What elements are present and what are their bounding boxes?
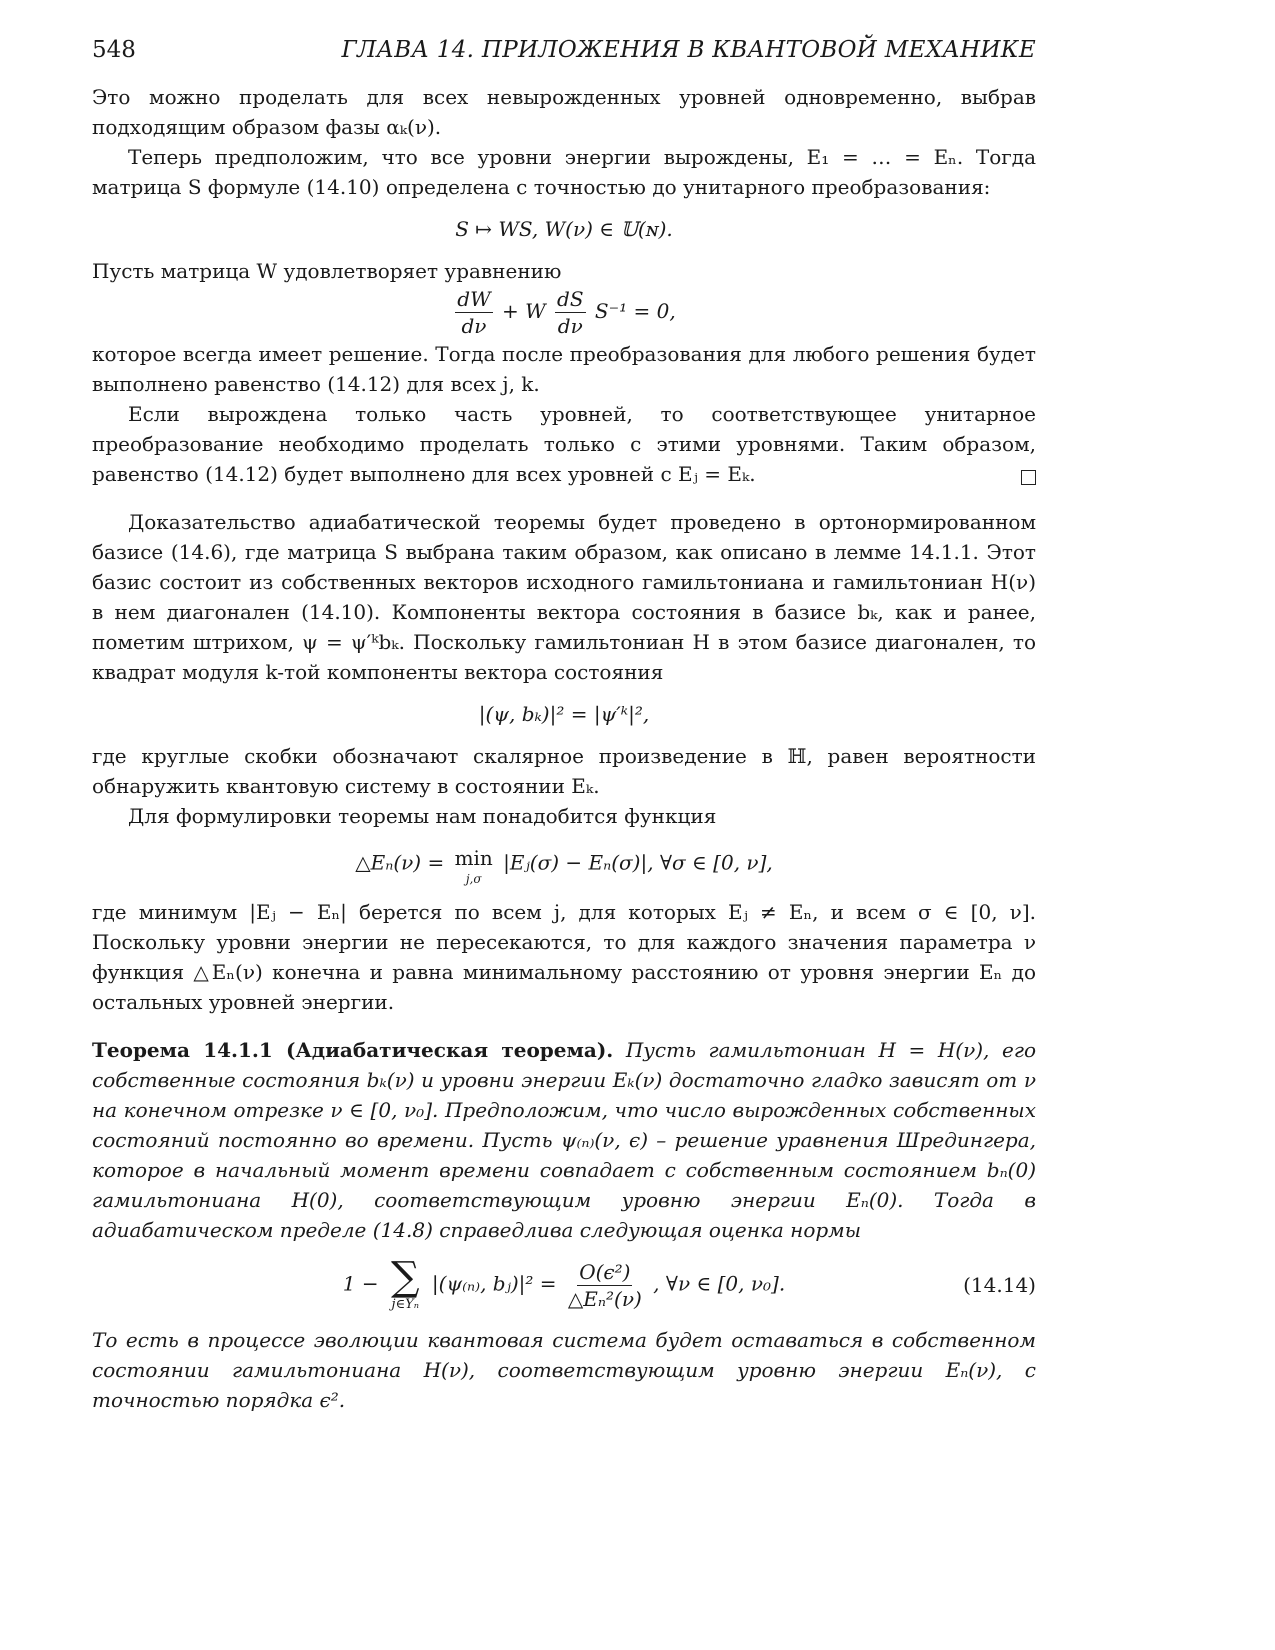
equation-term: |Eⱼ(σ) − Eₙ(σ)|, ∀σ ∈ [0, ν], — [503, 850, 773, 875]
equation-term: + W — [501, 299, 546, 323]
sum-subscript: j∈Υₙ — [391, 1297, 420, 1312]
fraction-ds-dnu — [555, 286, 586, 339]
fraction-dw-dnu — [455, 286, 492, 339]
equation-probability: |(ψ, bₖ)|² = |ψ′ᵏ|², — [478, 702, 650, 726]
paragraph-7: где круглые скобки обозначают скалярное произведение в ℍ, равен вероятности обнаружить квантовую систему в состоянии Eₖ. — [92, 744, 1036, 798]
theorem-14-1-1 — [92, 1035, 1036, 1245]
theorem-statement: Пусть гамильтониан H = H(ν), его собственные состояния bₖ(ν) и уровни энергии Eₖ(ν) достаточно гладко зависят от ν на конечном отрезке ν ∈ [0, ν₀]. Предположим, что число вырожденных собственных состояний постоянно во времени. Пусть ψ₍ₙ₎(ν, ϵ) – решение уравнения Шредингера, которое в начальный момент времени совпадает с собственным состоянием bₙ(0) гамильтониана H(0), соответствующим уровню энергии Eₙ(0). Тогда в адиабатическом пределе (14.8) справедлива следующая оценка нормы — [92, 1038, 1036, 1242]
paragraph-6: Доказательство адиабатической теоремы будет проведено в ортонормированном базисе (14.6), где матрица S выбрана таким образом, как описано в лемме 14.1.1. Этот базис состоит из собственных векторов исходного гамильтониана и гамильтониан H(ν) в нем диагонален (14.10). Компоненты вектора состояния в базисе bₖ, как и ранее, пометим штрихом, ψ = ψ′ᵏbₖ. Поскольку гамильтониан H в этом базисе диагонален, то квадрат модуля k-той компоненты вектора состояния — [92, 510, 1036, 684]
page-number: 548 — [92, 37, 136, 63]
document-page — [92, 30, 1036, 1415]
equation-term: |(ψ₍ₙ₎, bⱼ)|² = — [431, 1271, 557, 1296]
fraction-numerator: dS — [557, 287, 584, 311]
fraction-numerator: dW — [457, 287, 491, 311]
equation-term: , ∀ν ∈ [0, ν₀]. — [653, 1271, 786, 1296]
paragraph-3: Пусть матрица W удовлетворяет уравнению — [92, 259, 562, 283]
fraction-denominator: △Eₙ²(ν) — [567, 1286, 642, 1311]
page-header — [92, 30, 1036, 70]
running-head: ГЛАВА 14. ПРИЛОЖЕНИЯ В КВАНТОВОЙ МЕХАНИКЕ — [341, 37, 1036, 63]
paragraph-2: Теперь предположим, что все уровни энергии вырождены, E₁ = … = Eₙ. Тогда матрица S формуле (14.10) определена с точностью до унитарного преобразования: — [92, 145, 1036, 199]
paragraph-9: где минимум |Eⱼ − Eₙ| берется по всем j, для которых Eⱼ ≠ Eₙ, и всем σ ∈ [0, ν]. Поскольку уровни энергии не пересекаются, то для каждого значения параметра ν функция △Eₙ(ν) конечна и равна минимальному расстоянию от уровня энергии Eₙ до остальных уровней энергии. — [92, 900, 1036, 1014]
qed-square-icon — [1021, 470, 1036, 485]
paragraph-4: которое всегда имеет решение. Тогда после преобразования для любого решения будет выполнено равенство (14.12) для всех j, k. — [92, 342, 1036, 396]
min-label: min — [454, 846, 493, 870]
summation-operator — [391, 1254, 420, 1313]
paragraph-1: Это можно проделать для всех невырожденных уровней одновременно, выбрав подходящим образом фазы αₖ(ν). — [92, 85, 1036, 139]
fraction-denominator: dν — [557, 314, 583, 338]
equation-w — [92, 286, 1036, 339]
fraction-denominator: dν — [461, 314, 487, 338]
paragraph-8: Для формулировки теоремы нам понадобится функция — [128, 804, 717, 828]
equation-term: S⁻¹ = 0, — [594, 299, 676, 323]
paragraph-5: Если вырождена только часть уровней, то соответствующее унитарное преобразование необходимо проделать только с этими уровнями. Таким образом, равенство (14.12) будет выполнено для всех уровней с Eⱼ = Eₖ. — [92, 402, 1036, 486]
equation-delta-e — [92, 843, 1036, 885]
sigma-icon: ∑ — [391, 1254, 420, 1300]
equation-14-14 — [92, 1254, 1036, 1313]
min-operator — [455, 843, 493, 885]
equation-unitary-transform: S ↦ WS, W(ν) ∈ 𝕌(ɴ). — [455, 217, 673, 241]
fraction-numerator: O(ϵ²) — [579, 1259, 631, 1284]
paragraph-5-block — [92, 399, 1036, 489]
fraction-estimate — [566, 1259, 644, 1312]
theorem-conclusion: То есть в процессе эволюции квантовая система будет оставаться в собственном состоянии гамильтониана H(ν), соответствующим уровню энергии Eₙ(ν), с точностью порядка ϵ². — [92, 1328, 1036, 1412]
equation-number: (14.14) — [963, 1273, 1036, 1297]
min-subscript: j,σ — [465, 872, 482, 886]
equation-term: 1 − — [342, 1271, 379, 1296]
equation-term: △Eₙ(ν) = — [355, 850, 445, 875]
theorem-heading: Теорема 14.1.1 (Адиабатическая теорема). — [92, 1038, 614, 1062]
